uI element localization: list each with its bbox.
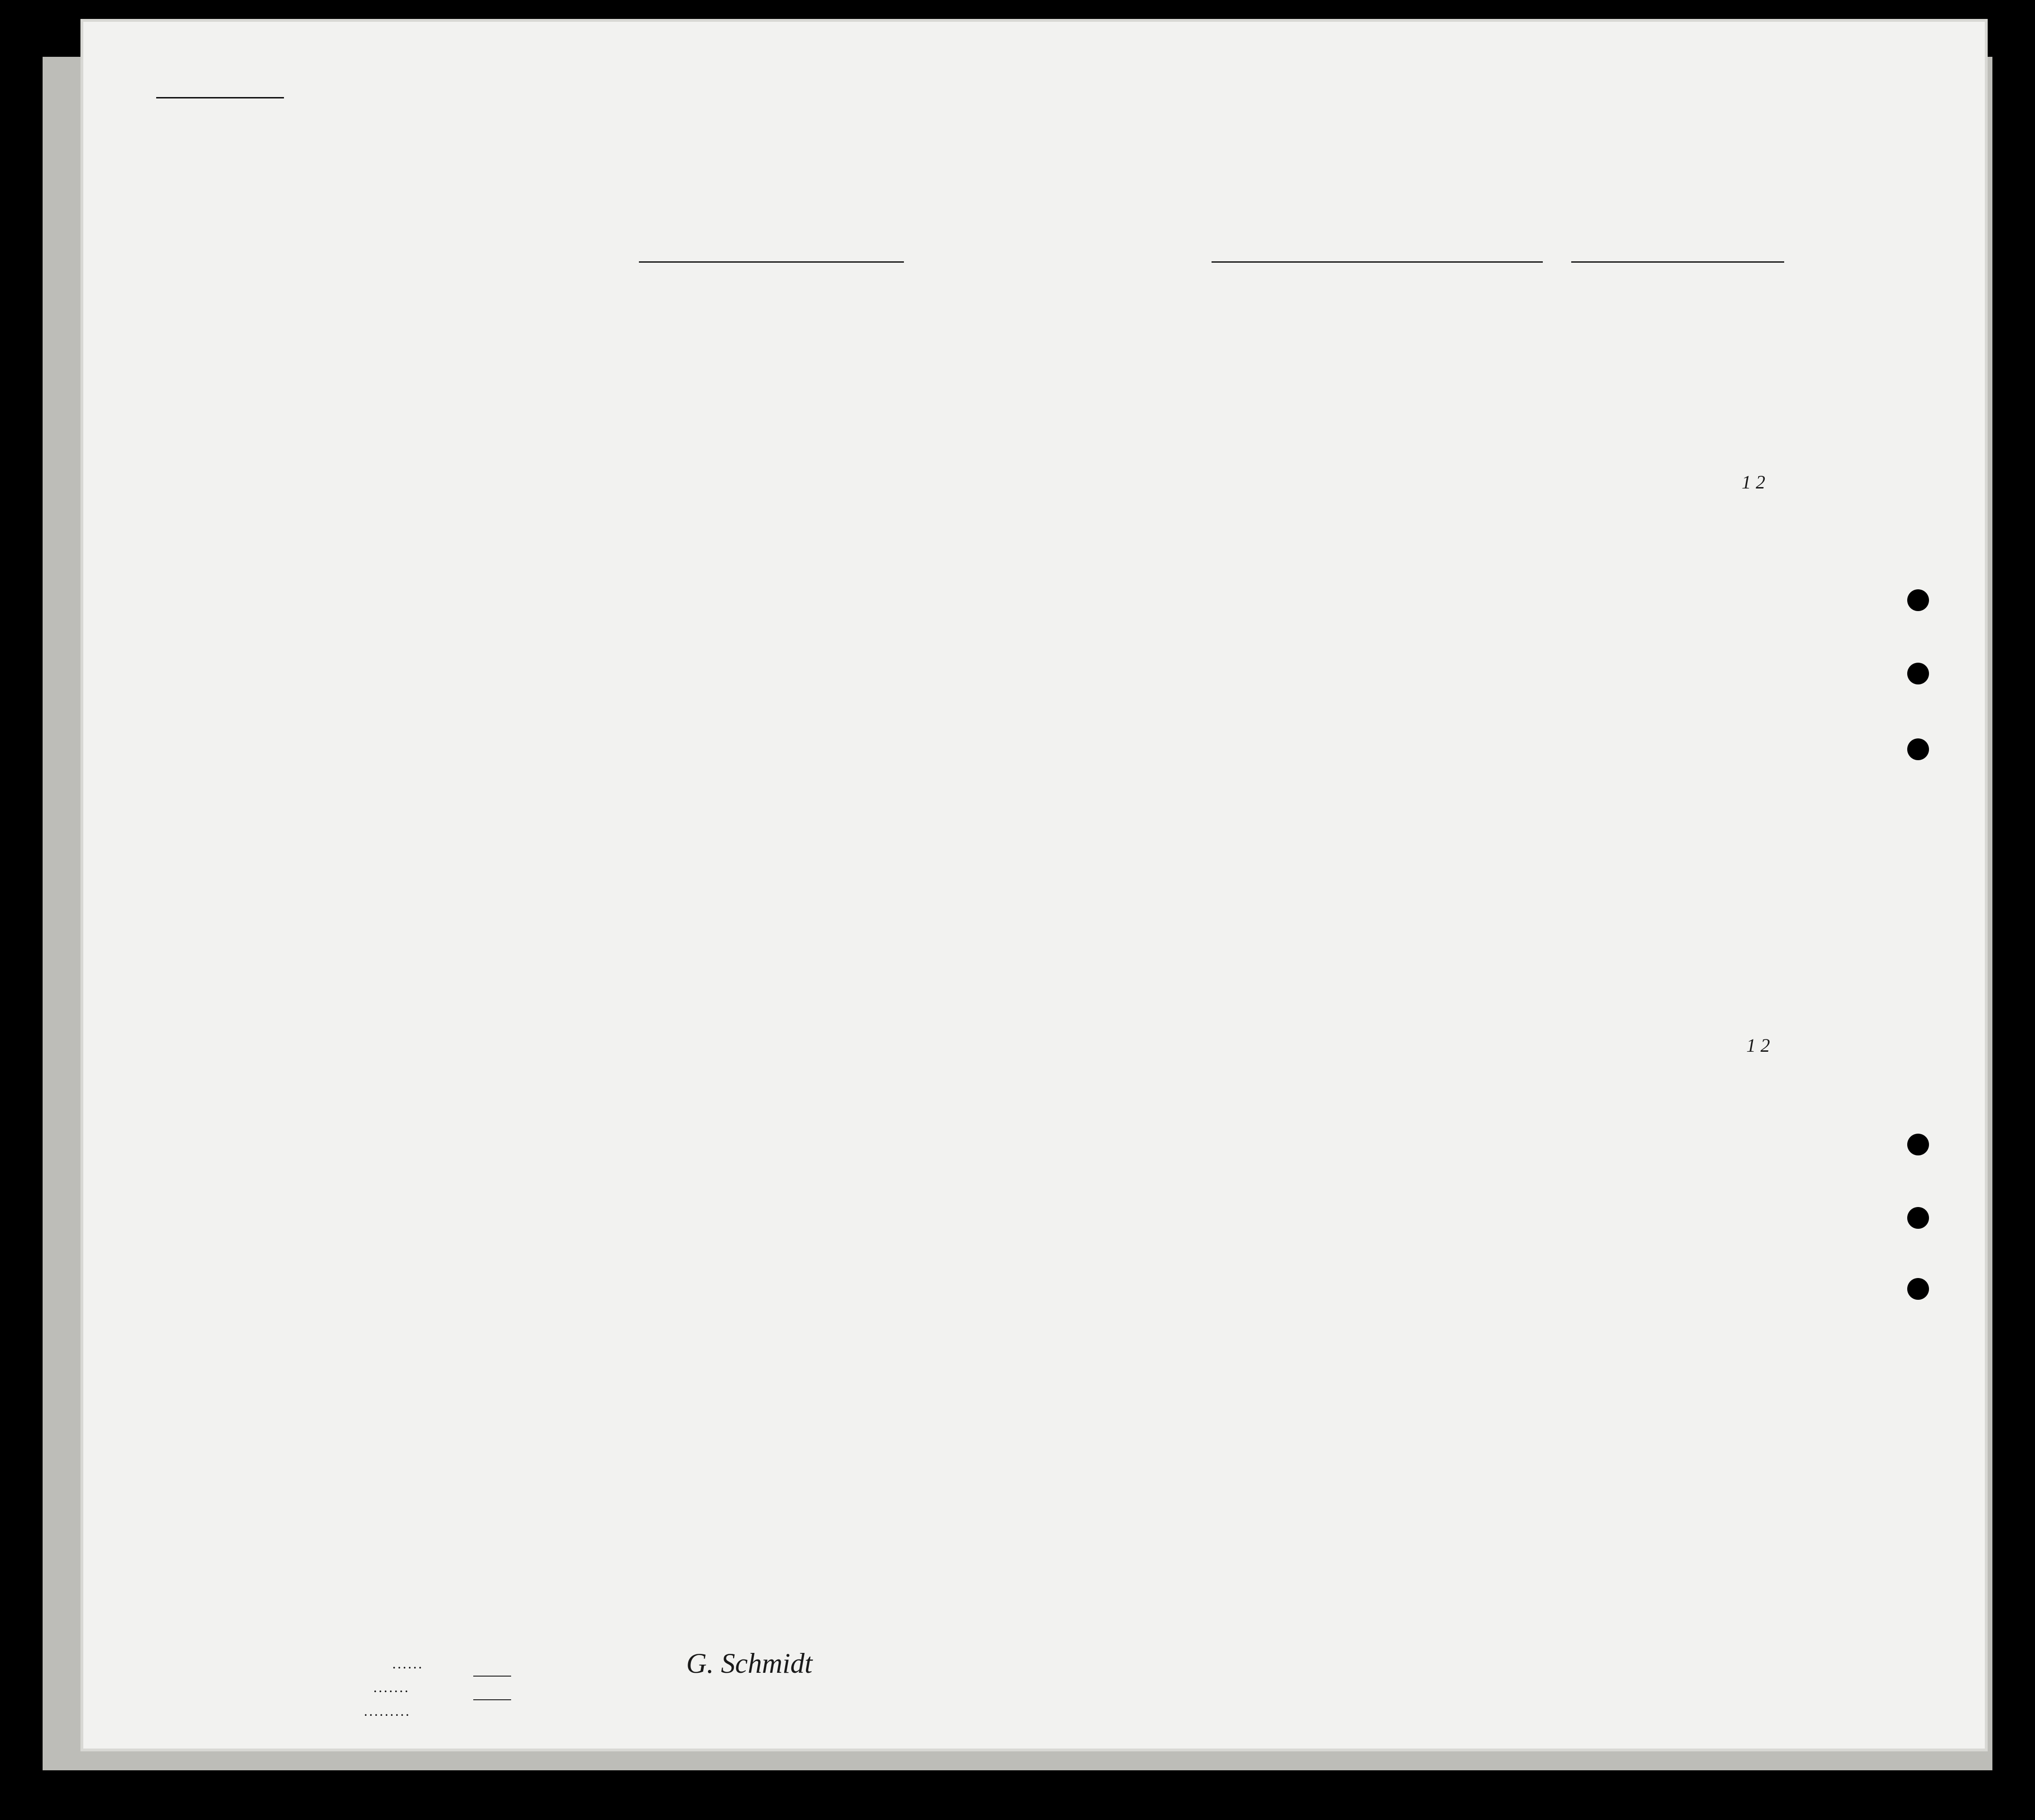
punch-hole	[1907, 1207, 1929, 1229]
punch-hole	[1907, 589, 1929, 611]
punch-hole	[1907, 663, 1929, 684]
us-underline	[473, 1699, 511, 1700]
punch-hole	[1907, 1278, 1929, 1300]
us-dots: . . . . . . .	[374, 1683, 408, 1695]
hand-code-res-1: 1 2	[1742, 471, 1765, 493]
aliens-dots: . . . . . . . . .	[364, 1706, 409, 1718]
punch-hole	[1907, 1134, 1929, 1155]
total-dots: . . . . . .	[393, 1659, 422, 1671]
hand-code-res-16: 1 2	[1746, 1035, 1770, 1056]
purser-signature: G. Schmidt	[686, 1648, 813, 1679]
punch-hole	[1907, 738, 1929, 760]
total-underline	[473, 1676, 511, 1677]
